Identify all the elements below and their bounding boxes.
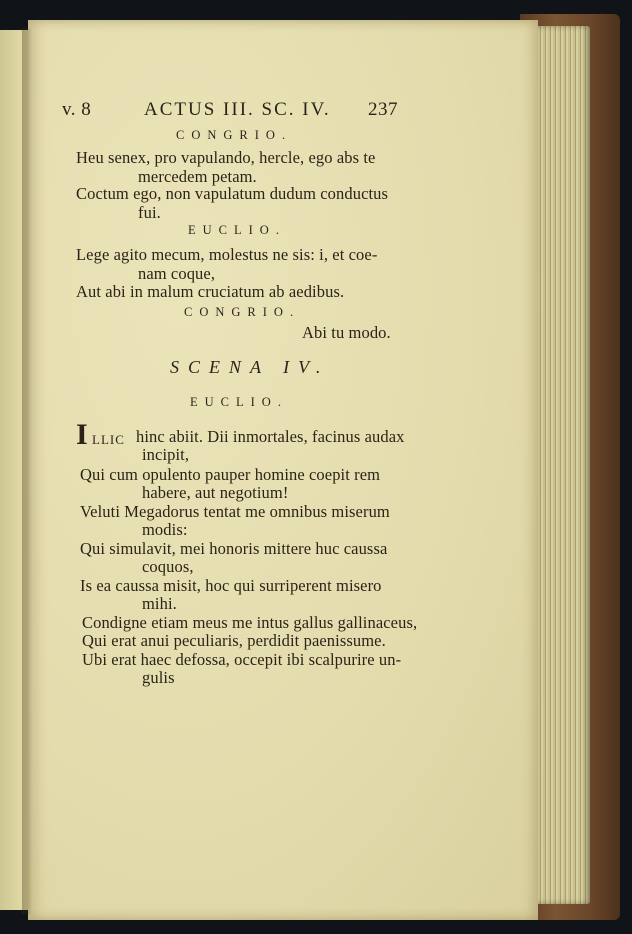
speaker-congrio-1: CONGRIO. — [176, 128, 293, 142]
verse-line: Qui erat anui peculiaris, perdidit paenissume. — [82, 631, 386, 650]
verse-line: Aut abi in malum cruciatum ab aedibus. — [76, 282, 345, 301]
scene-title: SCENA IV. — [170, 357, 330, 377]
verse-line: Lege agito mecum, molestus ne sis: i, et coe- — [76, 245, 378, 264]
verse-continuation: coquos, — [142, 557, 194, 576]
drop-initial: I — [76, 418, 88, 451]
verse-continuation: habere, aut negotium! — [142, 483, 289, 502]
gutter-shadow — [22, 28, 32, 914]
verse-continuation: incipit, — [142, 445, 190, 464]
verse-continuation: fui. — [138, 203, 161, 222]
verse-continuation: mercedem petam. — [138, 167, 257, 186]
speaker-euclio-1: EUCLIO. — [188, 223, 286, 237]
verse-line: Ubi erat haec defossa, occepit ibi scalpurire un- — [82, 650, 402, 669]
verse-continuation: nam coque, — [138, 264, 216, 283]
verse-line: Qui simulavit, mei honoris mittere huc caussa — [80, 539, 388, 558]
verse-continuation: mihi. — [142, 594, 177, 613]
verse-line: hinc abiit. Dii inmortales, facinus audax — [136, 427, 405, 446]
verse-line: Veluti Megadorus tentat me omnibus miserum — [80, 502, 390, 521]
verse-line: Coctum ego, non vapulatum dudum conductus — [76, 184, 389, 203]
small-caps-lead: LLIC — [92, 432, 125, 447]
verse-line: Is ea caussa misit, hoc qui surriperent misero — [80, 576, 382, 595]
verse-line: Qui cum opulento pauper homine coepit rem — [80, 465, 381, 484]
verse-continuation: gulis — [142, 668, 175, 687]
speaker-euclio-2: EUCLIO. — [190, 395, 288, 409]
speaker-congrio-2: CONGRIO. — [184, 305, 301, 319]
verse-line: Abi tu modo. — [302, 323, 391, 342]
verse-continuation: modis: — [142, 520, 188, 539]
page-number: 237 — [368, 99, 398, 120]
verse-line: Heu senex, pro vapulando, hercle, ego abs te — [76, 148, 376, 167]
verse-line: Condigne etiam meus me intus gallus gallinaceus, — [82, 613, 418, 632]
running-title: ACTUS III. SC. IV. — [144, 99, 331, 120]
signature-mark: v. 8 — [62, 99, 92, 120]
